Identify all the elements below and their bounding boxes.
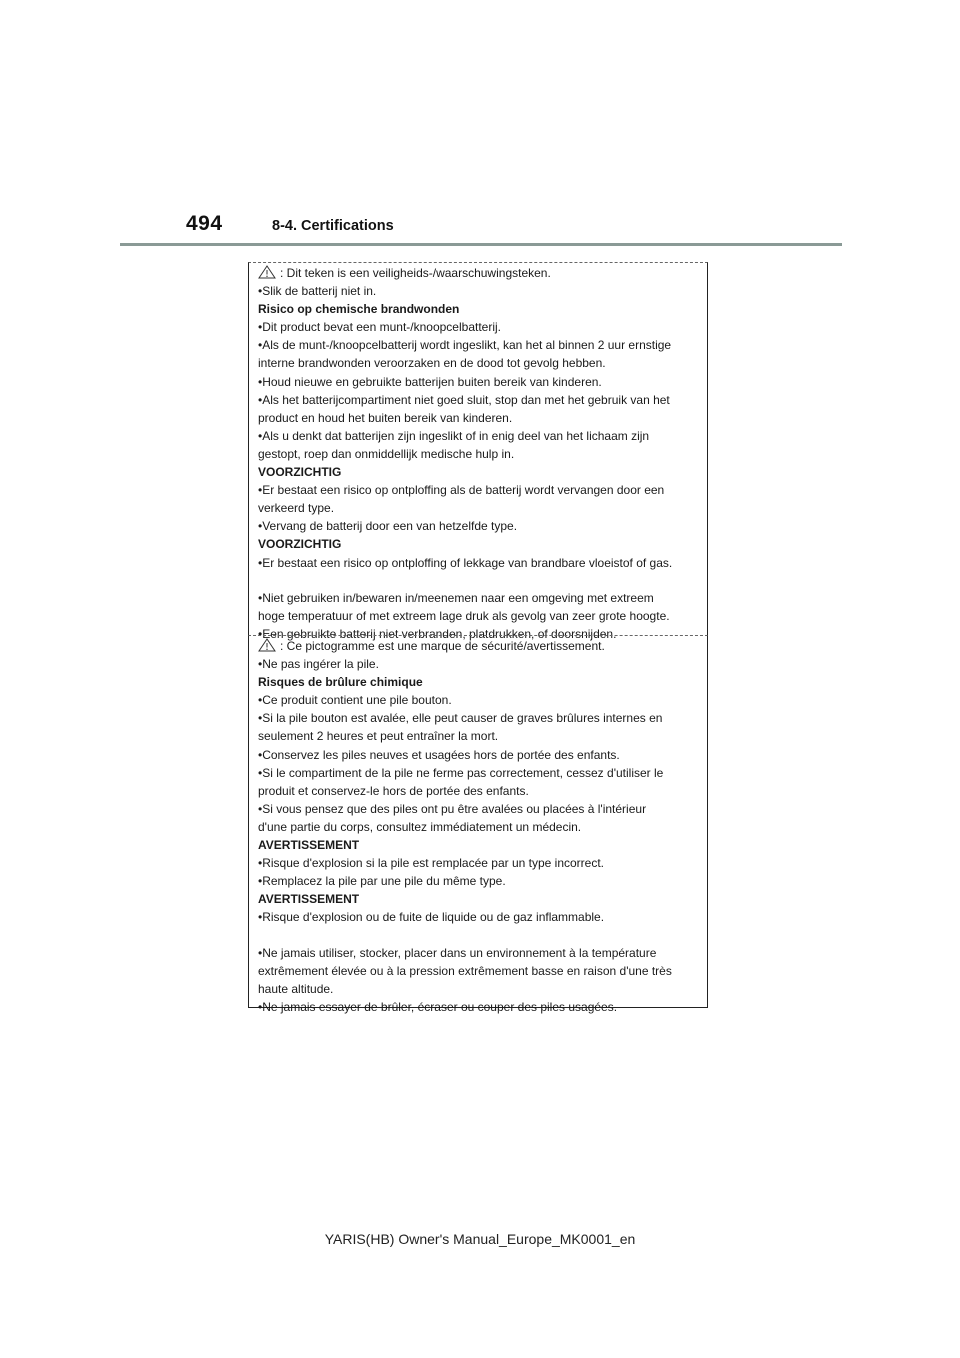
- warning-text-line: •Er bestaat een risico op ontploffing of lekkage van brandbare vloeistof of gas.: [258, 555, 673, 570]
- warning-heading: VOORZICHTIG: [258, 537, 342, 552]
- dutch-lines: [258, 282, 701, 643]
- warning-text-line: interne brandwonden veroorzaken en de dood tot gevolg hebben.: [258, 356, 606, 371]
- warning-text-line: •Si le compartiment de la pile ne ferme pas correctement, cessez d'utiliser le: [258, 765, 664, 780]
- warning-heading: AVERTISSEMENT: [258, 838, 360, 853]
- warning-text-line: •Ne pas ingérer la pile.: [258, 657, 379, 672]
- warning-heading: VOORZICHTIG: [258, 465, 342, 480]
- warning-heading: Risico op chemische brandwonden: [258, 302, 460, 317]
- warning-text-line: •Ce produit contient une pile bouton.: [258, 693, 452, 708]
- warning-text-line: product en houd het buiten bereik van kinderen.: [258, 410, 513, 425]
- warning-text-line: •Als u denkt dat batterijen zijn ingeslikt of in enig deel van het lichaam zijn: [258, 428, 650, 443]
- warning-text-line: •Risque d'explosion ou de fuite de liquide ou de gaz inflammable.: [258, 910, 605, 925]
- warning-text-line: haute altitude.: [258, 981, 334, 996]
- battery-warning-scan: [248, 262, 714, 1014]
- warning-text-line: •Risque d'explosion si la pile est remplacée par un type incorrect.: [258, 856, 605, 871]
- warning-text-line: •Si vous pensez que des piles ont pu être avalées ou placées à l'intérieur: [258, 801, 647, 816]
- warning-heading: Risques de brûlure chimique: [258, 675, 423, 690]
- warning-text-line: [258, 927, 701, 944]
- manual-footer: YARIS(HB) Owner's Manual_Europe_MK0001_en: [324, 1231, 636, 1247]
- french-intro-text: : Ce pictogramme est une marque de sécurité/avertissement.: [280, 639, 605, 653]
- warning-text-line: •Si la pile bouton est avalée, elle peut causer de graves brûlures internes en: [258, 711, 663, 726]
- dutch-intro-line: [258, 264, 701, 282]
- warning-text-line: •Dit product bevat een munt-/knoopcelbatterij.: [258, 320, 501, 335]
- page-number: 494: [186, 212, 223, 235]
- warning-text-line: extrêmement élevée ou à la pression extrêmement basse en raison d'une très: [258, 963, 672, 978]
- warning-heading: AVERTISSEMENT: [258, 892, 360, 907]
- section-title: 8-4. Certifications: [272, 218, 394, 234]
- warning-text-line: •Ne jamais utiliser, stocker, placer dans un environnement à la température: [258, 945, 657, 960]
- warning-text-line: •Er bestaat een risico op ontploffing als de batterij wordt vervangen door een: [258, 483, 665, 498]
- warning-text-line: gestopt, roep dan onmiddellijk medische hulp in.: [258, 446, 515, 461]
- warning-text-line: •Als de munt-/knoopcelbatterij wordt ingeslikt, kan het al binnen 2 uur ernstige: [258, 338, 672, 353]
- warning-text-line: •Houd nieuwe en gebruikte batterijen buiten bereik van kinderen.: [258, 374, 602, 389]
- french-warning-block: [248, 635, 708, 1014]
- warning-text-line: •Conservez les piles neuves et usagées hors de portée des enfants.: [258, 747, 620, 762]
- french-lines: [258, 655, 701, 1016]
- french-intro-line: [258, 637, 701, 655]
- warning-text-line: •Ne jamais essayer de brûler, écraser ou couper des piles usagées.: [258, 999, 618, 1014]
- warning-text-line: produit et conservez-le hors de portée des enfants.: [258, 783, 529, 798]
- warning-triangle-icon: [258, 638, 276, 652]
- warning-text-line: •Niet gebruiken in/bewaren in/meenemen naar een omgeving met extreem: [258, 590, 654, 605]
- warning-text-line: •Remplacez la pile par une pile du même type.: [258, 874, 506, 889]
- dutch-warning-block: [248, 262, 708, 641]
- warning-text-line: •Slik de batterij niet in.: [258, 284, 377, 299]
- warning-text-line: seulement 2 heures et peut entraîner la mort.: [258, 729, 499, 744]
- warning-text-line: verkeerd type.: [258, 501, 335, 516]
- warning-text-line: [258, 572, 701, 589]
- warning-text-line: •Als het batterijcompartiment niet goed sluit, stop dan met het gebruik van het: [258, 392, 670, 407]
- header-rule: [120, 243, 842, 246]
- warning-text-line: hoge temperatuur of met extreem lage druk als gevolg van zeer grote hoogte.: [258, 608, 670, 623]
- warning-text-line: d'une partie du corps, consultez immédiatement un médecin.: [258, 819, 582, 834]
- warning-triangle-icon: [258, 265, 276, 279]
- warning-text-line: •Een gebruikte batterij niet verbranden, platdrukken, of doorsnijden.: [258, 626, 617, 641]
- dutch-intro-text: : Dit teken is een veiligheids-/waarschuwingsteken.: [280, 266, 551, 280]
- warning-text-line: •Vervang de batterij door een van hetzelfde type.: [258, 519, 518, 534]
